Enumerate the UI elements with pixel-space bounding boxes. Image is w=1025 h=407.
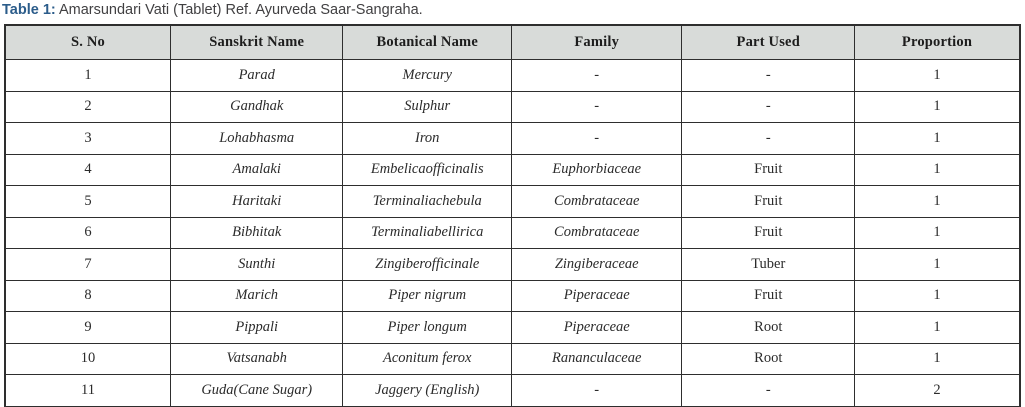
table-cell: 11	[5, 375, 170, 407]
table-row	[5, 312, 1020, 344]
table-cell: 6	[5, 217, 170, 249]
table-cell: Aconitum ferox	[343, 343, 511, 375]
table-cell: -	[511, 123, 682, 155]
table-cell: 8	[5, 280, 170, 312]
table-cell: Sunthi	[170, 249, 343, 281]
table-cell: Euphorbiaceae	[511, 154, 682, 186]
table-cell: -	[682, 123, 855, 155]
table-cell: Piper nigrum	[343, 280, 511, 312]
table-cell: Mercury	[343, 60, 511, 92]
column-header-1: Sanskrit Name	[170, 25, 343, 60]
table-cell: Zingiberofficinale	[343, 249, 511, 281]
table-cell: Zingiberaceae	[511, 249, 682, 281]
table-cell: 9	[5, 312, 170, 344]
table-body	[5, 60, 1020, 407]
table-cell: 3	[5, 123, 170, 155]
ingredients-table	[4, 24, 1021, 407]
table-cell: -	[682, 60, 855, 92]
table-row	[5, 280, 1020, 312]
table-cell: 1	[855, 91, 1020, 123]
table-cell: Piperaceae	[511, 312, 682, 344]
table-cell: Combrataceae	[511, 186, 682, 218]
table-cell: Guda(Cane Sugar)	[170, 375, 343, 407]
column-header-4: Part Used	[682, 25, 855, 60]
table-row	[5, 249, 1020, 281]
table-cell: Piperaceae	[511, 280, 682, 312]
table-cell: Fruit	[682, 280, 855, 312]
table-cell: Marich	[170, 280, 343, 312]
column-header-0: S. No	[5, 25, 170, 60]
table-cell: 1	[855, 280, 1020, 312]
column-header-2: Botanical Name	[343, 25, 511, 60]
table-cell: -	[511, 91, 682, 123]
table-cell: 1	[855, 186, 1020, 218]
table-row	[5, 91, 1020, 123]
table-caption-text: Amarsundari Vati (Tablet) Ref. Ayurveda Saar-Sangraha.	[55, 2, 423, 18]
table-row	[5, 123, 1020, 155]
table-cell: 2	[5, 91, 170, 123]
table-row	[5, 343, 1020, 375]
table-cell: Tuber	[682, 249, 855, 281]
table-caption	[0, 0, 1025, 24]
header-row	[5, 25, 1020, 60]
table-cell: Amalaki	[170, 154, 343, 186]
table-cell: Root	[682, 312, 855, 344]
table-cell: Parad	[170, 60, 343, 92]
table-cell: 1	[855, 123, 1020, 155]
table-cell: 1	[855, 217, 1020, 249]
table-row	[5, 375, 1020, 407]
table-cell: 1	[855, 312, 1020, 344]
table-cell: 4	[5, 154, 170, 186]
table-cell: 2	[855, 375, 1020, 407]
table-cell: Fruit	[682, 154, 855, 186]
table-cell: Fruit	[682, 217, 855, 249]
table-row	[5, 186, 1020, 218]
table-cell: 1	[855, 249, 1020, 281]
table-cell: Bibhitak	[170, 217, 343, 249]
table-cell: -	[511, 60, 682, 92]
table-cell: Lohabhasma	[170, 123, 343, 155]
table-cell: -	[511, 375, 682, 407]
table-cell: Rananculaceae	[511, 343, 682, 375]
column-header-5: Proportion	[855, 25, 1020, 60]
table-cell: 1	[855, 60, 1020, 92]
table-cell: -	[682, 375, 855, 407]
table-cell: Fruit	[682, 186, 855, 218]
table-row	[5, 154, 1020, 186]
table-row	[5, 217, 1020, 249]
table-cell: Gandhak	[170, 91, 343, 123]
table-cell: Terminaliabellirica	[343, 217, 511, 249]
table-row	[5, 60, 1020, 92]
table-cell: 10	[5, 343, 170, 375]
table-cell: Iron	[343, 123, 511, 155]
table-cell: Vatsanabh	[170, 343, 343, 375]
table-cell: Sulphur	[343, 91, 511, 123]
column-header-3: Family	[511, 25, 682, 60]
table-cell: 7	[5, 249, 170, 281]
table-cell: 1	[855, 154, 1020, 186]
table-cell: Piper longum	[343, 312, 511, 344]
table-cell: Terminaliachebula	[343, 186, 511, 218]
table-cell: Haritaki	[170, 186, 343, 218]
table-caption-label: Table 1:	[2, 2, 56, 18]
table-cell: Combrataceae	[511, 217, 682, 249]
table-cell: Jaggery (English)	[343, 375, 511, 407]
table-cell: Root	[682, 343, 855, 375]
table-cell: 1	[5, 60, 170, 92]
table-cell: 5	[5, 186, 170, 218]
table-cell: Pippali	[170, 312, 343, 344]
table-cell: Embelicaofficinalis	[343, 154, 511, 186]
table-cell: 1	[855, 343, 1020, 375]
table-cell: -	[682, 91, 855, 123]
